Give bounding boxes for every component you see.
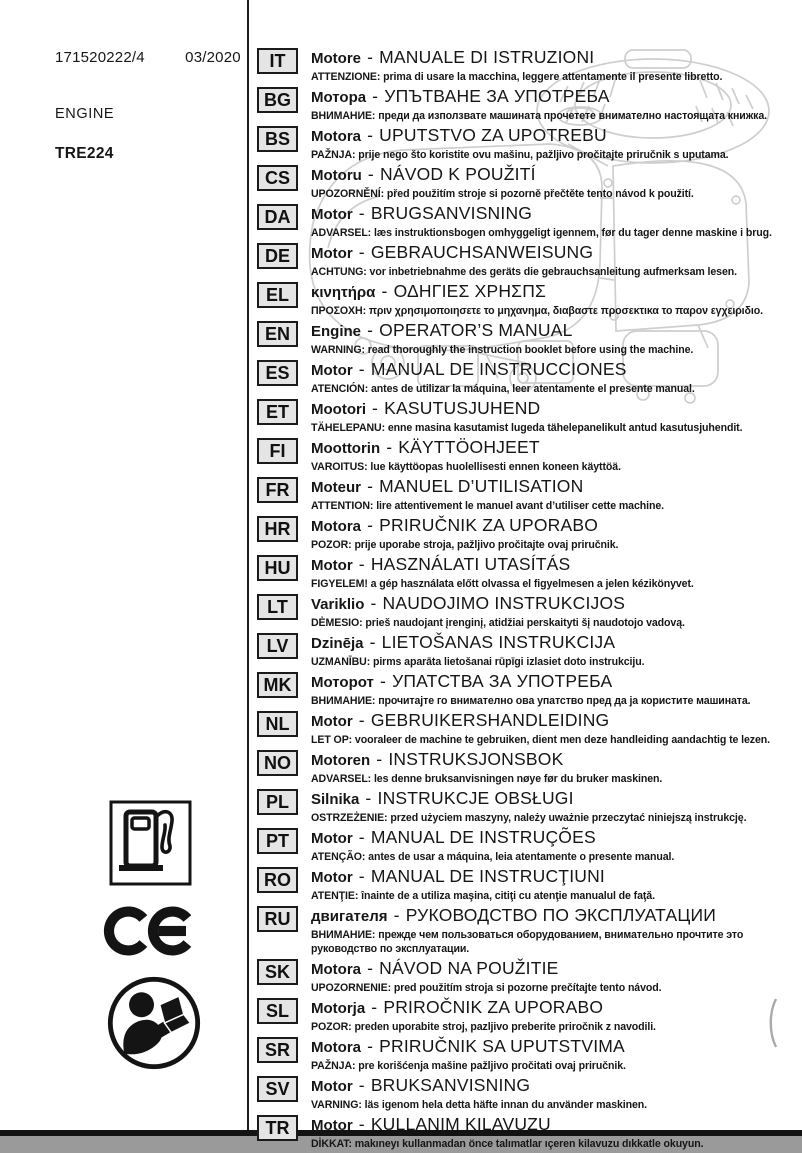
- warning-text: ATENŢIE: înainte de a utiliza maşina, citiţi cu atenţie manualul de faţă.: [311, 890, 655, 902]
- dash-separator: -: [367, 125, 374, 145]
- language-entry-text: [311, 47, 722, 84]
- dash-separator: -: [376, 749, 383, 769]
- model-code: TRE224: [55, 145, 114, 162]
- language-code-badge: NL: [257, 711, 298, 737]
- language-code-badge: RU: [257, 906, 298, 932]
- language-row-no: [257, 749, 795, 786]
- language-row-fi: [257, 437, 795, 474]
- language-row-nl: [257, 710, 795, 747]
- language-row-sr: [257, 1036, 795, 1073]
- language-code-badge: MK: [257, 672, 298, 698]
- manual-title-line: [311, 320, 693, 342]
- language-code-badge: HU: [257, 555, 298, 581]
- warning-text: LET OP: vooraleer de machine te gebruiken, dient men deze handleiding aandachtig te lezen.: [311, 734, 770, 746]
- warning-text: ATENCIÓN: antes de utilizar la máquina, leer atentamente el presente manual.: [311, 383, 695, 395]
- language-row-et: [257, 398, 795, 435]
- warning-text: ВНИМАНИЕ: прочитајте го внимателно ова упатство пред да ја користите машината.: [311, 695, 751, 707]
- language-code-badge: BS: [257, 126, 298, 152]
- language-entry-text: [311, 281, 763, 318]
- manual-title: PRIRUČNIK ZA UPORABO: [379, 515, 599, 535]
- language-entry-text: [311, 320, 693, 357]
- manual-title-line: [311, 788, 746, 810]
- dash-separator: -: [358, 1114, 365, 1134]
- language-row-bs: [257, 125, 795, 162]
- manual-title: HASZNÁLATI UTASÍTÁS: [370, 554, 571, 574]
- manual-subject: Motor: [311, 1117, 353, 1134]
- manual-subject: Motora: [311, 961, 361, 978]
- dash-separator: -: [367, 515, 374, 535]
- manual-title-line: [311, 749, 662, 771]
- manual-title: PRIRUČNIK SA UPUTSTVIMA: [379, 1036, 625, 1056]
- language-code-badge: FI: [257, 438, 298, 464]
- manual-title-line: [311, 1075, 647, 1097]
- language-code-badge: SR: [257, 1037, 298, 1063]
- dash-separator: -: [367, 1036, 374, 1056]
- manual-subject: Motorja: [311, 1000, 366, 1017]
- language-row-bg: [257, 86, 795, 123]
- language-entry-text: [311, 997, 656, 1034]
- manual-subject: двигателя: [311, 908, 388, 925]
- manual-subject: Мотора: [311, 89, 367, 106]
- manual-title-line: [311, 86, 767, 108]
- dash-separator: -: [365, 788, 372, 808]
- language-row-it: [257, 47, 795, 84]
- manual-title: KASUTUSJUHEND: [384, 398, 541, 418]
- manual-title: BRUGSANVISNING: [370, 203, 533, 223]
- warning-text: UPOZORNĚNÍ: před použitím stroje si pozorně přečtěte tento návod k použití.: [311, 188, 694, 200]
- dash-separator: -: [358, 359, 365, 379]
- manual-subject: Motor: [311, 557, 353, 574]
- manual-title-line: [311, 203, 772, 225]
- language-entry-text: [311, 749, 662, 786]
- manual-subject: Silnika: [311, 791, 360, 808]
- warning-text: POZOR: prije uporabe stroja, pažljivo pročitajte ovaj priručnik.: [311, 539, 619, 551]
- language-row-de: [257, 242, 795, 279]
- language-entry-text: [311, 242, 737, 279]
- manual-subject: Motora: [311, 1039, 361, 1056]
- language-entry-text: [311, 827, 674, 864]
- manual-title-line: [311, 125, 729, 147]
- manual-title-line: [311, 476, 664, 498]
- warning-text: FIGYELEM! a gép használata előtt olvassa el figyelmesen a jelen kézikönyvet.: [311, 578, 694, 590]
- manual-title: NÁVOD NA POUŽITIE: [379, 958, 559, 978]
- read-manual-icon: [106, 975, 202, 1071]
- manual-subject: Moottorin: [311, 440, 381, 457]
- language-entry-text: [311, 398, 742, 435]
- warning-text: VARNING: läs igenom hela detta häfte innan du använder maskinen.: [311, 1099, 648, 1111]
- manual-title: УПЪТВАНЕ ЗА УПОТРЕБА: [384, 86, 610, 106]
- warning-text: POZOR: preden uporabite stroj, pazljivo preberite priročnik z navodili.: [311, 1021, 656, 1033]
- manual-title-line: [311, 554, 694, 576]
- manual-subject: Motor: [311, 245, 353, 262]
- language-code-badge: SV: [257, 1076, 298, 1102]
- manual-title: ΟΔΗΓΙΕΣ ΧΡΗΣΠΣ: [393, 281, 547, 301]
- manual-subject: Motor: [311, 830, 353, 847]
- language-row-lv: [257, 632, 795, 669]
- warning-text: UZMANĪBU: pirms aparāta lietošanai rūpīgi izlasiet doto instrukciju.: [311, 656, 645, 668]
- document-number: 171520222/4: [55, 49, 145, 66]
- manual-title: KULLANIM KILAVUZU: [370, 1114, 551, 1134]
- manual-subject: Motor: [311, 869, 353, 886]
- language-row-fr: [257, 476, 795, 513]
- manual-title-line: [311, 1036, 626, 1058]
- manual-title-line: [311, 359, 695, 381]
- language-row-sv: [257, 1075, 795, 1112]
- language-code-badge: BG: [257, 87, 298, 113]
- language-row-el: [257, 281, 795, 318]
- manual-title-line: [311, 632, 644, 654]
- manual-subject: Variklio: [311, 596, 365, 613]
- manual-title: PRIROČNIK ZA UPORABO: [383, 997, 604, 1017]
- warning-text: DİKKAT: makıneyı kullanmadan önce talımatlar ıçeren kilavuzu dıkkatle okuyun.: [311, 1138, 704, 1150]
- manual-title-line: [311, 710, 770, 732]
- manual-subject: Motor: [311, 1078, 353, 1095]
- manual-title: NAUDOJIMO INSTRUKCIJOS: [382, 593, 626, 613]
- dash-separator: -: [358, 710, 365, 730]
- warning-text: TÄHELEPANU: enne masina kasutamist lugeda tähelepanelikult antud kasutusjuhendit.: [311, 422, 743, 434]
- language-code-badge: LT: [257, 594, 298, 620]
- manual-title-line: [311, 515, 618, 537]
- language-code-badge: FR: [257, 477, 298, 503]
- manual-title-line: [311, 164, 694, 186]
- language-code-badge: CS: [257, 165, 298, 191]
- dash-separator: -: [386, 437, 393, 457]
- language-entry-text: [311, 593, 685, 630]
- language-code-badge: EN: [257, 321, 298, 347]
- dash-separator: -: [369, 632, 376, 652]
- language-list: [257, 47, 795, 1153]
- language-entry-text: [311, 554, 694, 591]
- fuel-pump-icon: [109, 800, 192, 886]
- language-code-badge: ET: [257, 399, 298, 425]
- language-entry-text: [311, 710, 770, 747]
- warning-text: UPOZORNENIE: pred použitím stroja si pozorne prečítajte tento návod.: [311, 982, 662, 994]
- language-row-tr: [257, 1114, 795, 1151]
- manual-title-line: [311, 1114, 703, 1136]
- language-entry-text: [311, 125, 729, 162]
- language-row-ru: [257, 905, 795, 956]
- dash-separator: -: [367, 47, 374, 67]
- dash-separator: -: [372, 398, 379, 418]
- dash-separator: -: [367, 958, 374, 978]
- manual-title: NÁVOD K POUŽITÍ: [379, 164, 536, 184]
- dash-separator: -: [358, 203, 365, 223]
- language-code-badge: TR: [257, 1115, 298, 1141]
- manual-title-line: [311, 905, 793, 927]
- dash-separator: -: [372, 86, 379, 106]
- manual-title: UPUTSTVO ZA UPOTREBU: [379, 125, 607, 145]
- manual-subject: Motora: [311, 518, 361, 535]
- manual-title: LIETOŠANAS INSTRUKCIJA: [381, 632, 616, 652]
- language-code-badge: SK: [257, 959, 298, 985]
- language-code-badge: DA: [257, 204, 298, 230]
- manual-title-line: [311, 437, 621, 459]
- language-entry-text: [311, 671, 751, 708]
- language-entry-text: [311, 437, 621, 474]
- language-entry-text: [311, 632, 644, 669]
- language-row-pl: [257, 788, 795, 825]
- manual-title: MANUAL DE INSTRUCŢIUNI: [370, 866, 605, 886]
- manual-subject: Motoren: [311, 752, 371, 769]
- language-row-hr: [257, 515, 795, 552]
- manual-title: MANUALE DI ISTRUZIONI: [379, 47, 595, 67]
- language-entry-text: [311, 1114, 703, 1151]
- language-code-badge: IT: [257, 48, 298, 74]
- manual-title-line: [311, 997, 656, 1019]
- language-entry-text: [311, 1036, 626, 1073]
- dash-separator: -: [358, 242, 365, 262]
- manual-subject: Dzinēja: [311, 635, 364, 652]
- manual-title: РУКОВОДСТВО ПО ЭКСПЛУАТАЦИИ: [405, 905, 717, 925]
- language-entry-text: [311, 515, 618, 552]
- manual-title-line: [311, 281, 763, 303]
- language-row-pt: [257, 827, 795, 864]
- manual-title: MANUEL D’UTILISATION: [379, 476, 584, 496]
- language-code-badge: PT: [257, 828, 298, 854]
- warning-text: ВНИМАНИЕ: прежде чем пользоваться оборудованием, внимательно прочтите это руководство по эксплуатации.: [311, 929, 744, 955]
- manual-title: GEBRUIKERSHANDLEIDING: [370, 710, 610, 730]
- document-date: 03/2020: [185, 49, 241, 66]
- manual-subject: Моторот: [311, 674, 374, 691]
- manual-title: OPERATOR’S MANUAL: [379, 320, 573, 340]
- manual-title: KÄYTTÖOHJEET: [398, 437, 540, 457]
- language-row-sk: [257, 958, 795, 995]
- manual-subject: Motor: [311, 713, 353, 730]
- language-code-badge: ES: [257, 360, 298, 386]
- language-row-en: [257, 320, 795, 357]
- document-reference-line: [55, 49, 241, 66]
- manual-title-line: [311, 242, 737, 264]
- manual-title-line: [311, 827, 674, 849]
- warning-text: ADVARSEL: læs instruktionsbogen omhyggeligt igennem, før du tager denne maskine i brug.: [311, 227, 772, 239]
- ce-mark-icon: [109, 901, 197, 961]
- dash-separator: -: [370, 593, 377, 613]
- dash-separator: -: [358, 554, 365, 574]
- manual-subject: Engine: [311, 323, 362, 340]
- manual-subject: Motoru: [311, 167, 362, 184]
- warning-text: ATTENTION: lire attentivement le manuel avant d’utiliser cette machine.: [311, 500, 664, 512]
- language-code-badge: NO: [257, 750, 298, 776]
- manual-title: GEBRAUCHSANWEISUNG: [370, 242, 594, 262]
- language-code-badge: EL: [257, 282, 298, 308]
- manual-title-line: [311, 671, 751, 693]
- language-entry-text: [311, 905, 793, 956]
- manual-title: INSTRUKSJONSBOK: [388, 749, 564, 769]
- dash-separator: -: [367, 476, 374, 496]
- language-entry-text: [311, 359, 695, 396]
- manual-title: BRUKSANVISNING: [370, 1075, 531, 1095]
- manual-title-line: [311, 398, 742, 420]
- manual-subject: Mootori: [311, 401, 366, 418]
- manual-title: MANUAL DE INSTRUÇÕES: [370, 827, 596, 847]
- manual-subject: Motore: [311, 50, 361, 67]
- warning-text: VAROITUS: lue käyttöopas huolellisesti ennen koneen käyttöä.: [311, 461, 621, 473]
- manual-title-line: [311, 958, 661, 980]
- manual-subject: Motor: [311, 362, 353, 379]
- manual-subject: Moteur: [311, 479, 361, 496]
- language-entry-text: [311, 86, 767, 123]
- warning-text: ΠΡΟΣΟΧΗ: πριν χρησιμοποιησετε το μηχανημα, διαβαστε προσεκτικα το παρον εγχειριδιο.: [311, 305, 763, 317]
- language-code-badge: SL: [257, 998, 298, 1024]
- dash-separator: -: [367, 320, 374, 340]
- language-entry-text: [311, 788, 746, 825]
- manual-title-line: [311, 866, 655, 888]
- dash-separator: -: [367, 164, 374, 184]
- language-code-badge: HR: [257, 516, 298, 542]
- language-code-badge: DE: [257, 243, 298, 269]
- warning-text: ATENÇÃO: antes de usar a máquina, leia atentamente o presente manual.: [311, 851, 675, 863]
- language-row-es: [257, 359, 795, 396]
- product-type-label: ENGINE: [55, 106, 115, 122]
- language-code-badge: LV: [257, 633, 298, 659]
- manual-title-line: [311, 593, 685, 615]
- column-divider-line: [247, 0, 249, 1131]
- warning-text: ADVARSEL: les denne bruksanvisningen nøye før du bruker maskinen.: [311, 773, 663, 785]
- language-entry-text: [311, 164, 694, 201]
- dash-separator: -: [381, 281, 388, 301]
- manual-subject: Motor: [311, 206, 353, 223]
- dash-separator: -: [358, 866, 365, 886]
- language-code-badge: RO: [257, 867, 298, 893]
- language-row-da: [257, 203, 795, 240]
- manual-title: УПАТСТВА ЗА УПОТРЕБА: [392, 671, 613, 691]
- language-row-ro: [257, 866, 795, 903]
- warning-text: DĖMESIO: prieš naudojant įrenginį, atidžiai perskaityti šį naudotojo vadovą.: [311, 617, 685, 629]
- warning-text: ACHTUNG: vor inbetriebnahme des geräts die gebrauchsanleitung aufmerksam lesen.: [311, 266, 737, 278]
- language-entry-text: [311, 476, 664, 513]
- manual-subject: Motora: [311, 128, 361, 145]
- language-code-badge: PL: [257, 789, 298, 815]
- dash-separator: -: [393, 905, 400, 925]
- warning-text: OSTRZEŻENIE: przed użyciem maszyny, należy uważnie przeczytać niniejszą instrukcję.: [311, 812, 747, 824]
- dash-separator: -: [358, 827, 365, 847]
- language-row-cs: [257, 164, 795, 201]
- language-entry-text: [311, 958, 661, 995]
- dash-separator: -: [358, 1075, 365, 1095]
- manual-title: INSTRUKCJE OBSŁUGI: [377, 788, 574, 808]
- dash-separator: -: [379, 671, 386, 691]
- language-row-hu: [257, 554, 795, 591]
- language-row-lt: [257, 593, 795, 630]
- language-row-sl: [257, 997, 795, 1034]
- warning-text: PAŽNJA: prije nego što koristite ovu mašinu, pažljivo pročitajte priručnik s uputama.: [311, 149, 729, 161]
- warning-text: ATTENZIONE: prima di usare la macchina, leggere attentamente il presente libretto.: [311, 71, 723, 83]
- language-entry-text: [311, 1075, 647, 1112]
- manual-subject: κινητήρα: [311, 284, 376, 301]
- page-edge-artifact: [766, 997, 778, 1049]
- language-entry-text: [311, 203, 772, 240]
- warning-text: ВНИМАНИЕ: преди да използвате машината прочетете внимателно настоящата книжка.: [311, 110, 767, 122]
- manual-title: MANUAL DE INSTRUCCIONES: [370, 359, 627, 379]
- language-entry-text: [311, 866, 655, 903]
- manual-title-line: [311, 47, 722, 69]
- language-row-mk: [257, 671, 795, 708]
- dash-separator: -: [371, 997, 378, 1017]
- warning-text: PAŽNJA: pre korišćenja mašine pažljivo pročitati ovaj priručnik.: [311, 1060, 626, 1072]
- warning-text: WARNING: read thoroughly the instruction booklet before using the machine.: [311, 344, 694, 356]
